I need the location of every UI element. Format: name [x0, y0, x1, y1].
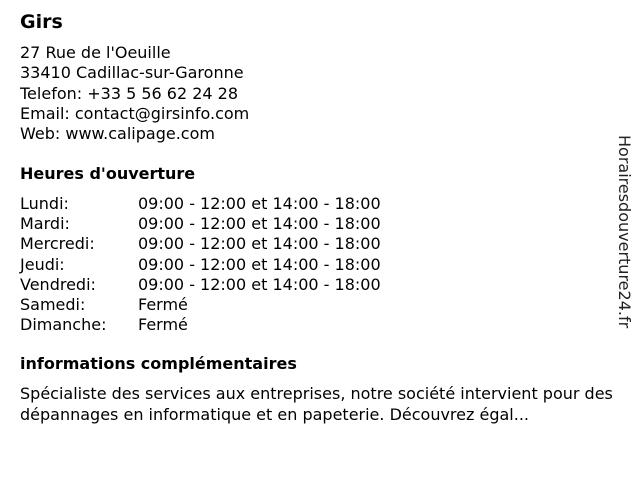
info-heading: informations complémentaires [20, 354, 297, 373]
hours-heading: Heures d'ouverture [20, 164, 196, 183]
day-label: Vendredi: [20, 274, 96, 294]
website: Web: www.calipage.com [20, 124, 215, 144]
hours-row-tuesday [20, 214, 381, 234]
day-label: Mercredi: [20, 234, 95, 254]
day-hours: 09:00 - 12:00 et 14:00 - 18:00 [138, 234, 381, 254]
site-watermark [612, 135, 636, 343]
day-hours: 09:00 - 12:00 et 14:00 - 18:00 [138, 274, 381, 294]
day-hours: Fermé [138, 295, 188, 315]
watermark-text: Horairesdouverture24.fr [615, 135, 634, 329]
contact-block [20, 43, 249, 144]
day-label: Dimanche: [20, 315, 107, 335]
hours-row-monday [20, 194, 381, 214]
day-hours: Fermé [138, 315, 188, 335]
hours-row-friday [20, 275, 381, 295]
hours-row-wednesday [20, 234, 381, 254]
address-street: 27 Rue de l'Oeuille [20, 43, 171, 62]
phone-number: Telefon: +33 5 56 62 24 28 [20, 83, 239, 103]
day-label: Lundi: [20, 194, 69, 213]
business-description: Spécialiste des services aux entreprises, notre société intervient pour des dépannages en informatique et en papeterie. Découvrez égal... [20, 384, 613, 424]
day-hours: 09:00 - 12:00 et 14:00 - 18:00 [138, 194, 381, 213]
day-hours: 09:00 - 12:00 et 14:00 - 18:00 [138, 214, 381, 234]
hours-row-sunday [20, 315, 381, 335]
hours-row-saturday [20, 295, 381, 315]
email-address: Email: contact@girsinfo.com [20, 103, 250, 123]
business-name: Girs [20, 11, 63, 33]
day-hours: 09:00 - 12:00 et 14:00 - 18:00 [138, 254, 381, 274]
day-label: Samedi: [20, 295, 86, 315]
opening-hours-list [20, 194, 381, 335]
hours-row-thursday [20, 255, 381, 275]
day-label: Mardi: [20, 214, 70, 234]
day-label: Jeudi: [20, 254, 65, 274]
address-city: 33410 Cadillac-sur-Garonne [20, 63, 244, 83]
